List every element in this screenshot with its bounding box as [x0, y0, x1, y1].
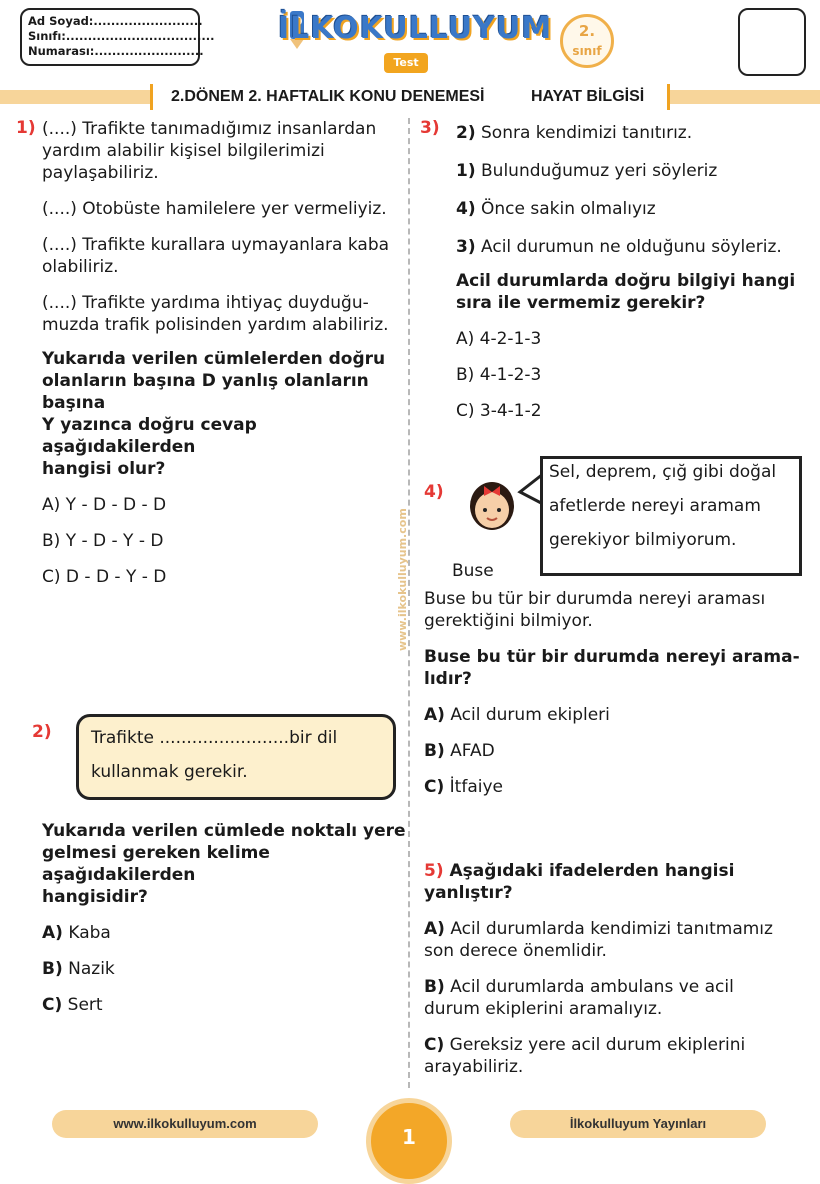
prompt-line: hangisi olur? [42, 459, 166, 479]
statement-line: muzda trafik polisinden yardım alabiliriz. [42, 315, 389, 335]
fill-in-line: Trafikte ........................bir dil [91, 728, 338, 748]
prompt-line: Yukarıda verilen cümlede noktalı yere [42, 821, 406, 841]
option-text: Acil durumlarda kendimizi tanıtmamız [444, 919, 773, 939]
question-number-5: 5) [424, 861, 444, 881]
option-letter: C) [424, 1035, 445, 1055]
statement-line: (....) Trafikte kurallara uymayanlara kaba [42, 235, 390, 255]
question-4-body [424, 588, 808, 798]
fill-in-line: kullanmak gerekir. [91, 762, 248, 782]
prompt-line: olanların başına D yanlış olanların başına [42, 371, 369, 413]
step-text: Bulunduğumuz yeri söyleriz [475, 161, 718, 181]
step-text: Önce sakin olmalıyız [475, 199, 656, 219]
bubble-line: Sel, deprem, çığ gibi doğal [549, 462, 777, 482]
question-1-prompt [42, 348, 412, 480]
class-field[interactable]: Sınıfı:.................................. [28, 29, 215, 43]
question-2-prompt [42, 820, 412, 908]
option-letter: B) [42, 959, 63, 979]
option-c[interactable] [424, 1034, 808, 1078]
statement-line: olabiliriz. [42, 257, 119, 277]
question-5-body [424, 860, 808, 1078]
logo-text: İLKOKULLUYUM [278, 11, 553, 46]
statement-line: paylaşabiliriz. [42, 163, 159, 183]
prompt-line: sıra ile vermemiz gerekir? [456, 293, 706, 313]
footer-publisher: İlkokulluyum Yayınları [510, 1110, 766, 1138]
step-number: 1) [456, 161, 476, 181]
subject-title: HAYAT BİLGİSİ [531, 88, 645, 105]
watermark: www.ilkokulluyum.com [396, 508, 409, 652]
grade-badge [560, 14, 614, 68]
stem-line: Buse bu tür bir durumda nereyi araması [424, 589, 766, 609]
title-bar [150, 84, 670, 110]
name-field[interactable]: Ad Soyad:......................... [28, 14, 203, 28]
option-text: Acil durumlarda ambulans ve acil [444, 977, 734, 997]
statement-line: (....) Otobüste hamilelere yer vermeliyiz. [42, 199, 387, 219]
option-c[interactable] [42, 994, 412, 1016]
character-name: Buse [452, 561, 494, 581]
option-letter: B) [424, 977, 445, 997]
option-text: Nazik [62, 959, 115, 979]
option-text: Gereksiz yere acil durum ekiplerini [444, 1035, 746, 1055]
option-a[interactable] [424, 704, 808, 726]
question-number-2: 2) [32, 722, 52, 742]
exam-title: 2.DÖNEM 2. HAFTALIK KONU DENEMESİ [171, 88, 485, 105]
fill-in-box [76, 714, 396, 800]
question-5-prompt [424, 860, 808, 904]
girl-avatar-icon [464, 476, 520, 534]
bubble-line: afetlerde nereyi aramam [549, 496, 761, 516]
option-c[interactable]: C) 3-4-1-2 [456, 401, 542, 421]
option-letter: B) [424, 741, 445, 761]
option-a[interactable] [424, 918, 808, 962]
page-number: 1 [366, 1098, 452, 1184]
question-number-4: 4) [424, 482, 444, 502]
prompt-line: hangisidir? [42, 887, 148, 907]
grade-number: 2. [578, 22, 596, 40]
step-item [456, 198, 806, 220]
score-box [738, 8, 806, 76]
speech-bubble [540, 456, 802, 576]
option-letter: A) [42, 923, 63, 943]
option-b[interactable] [42, 958, 412, 980]
step-text: Sonra kendimizi tanıtırız. [475, 123, 693, 143]
question-4-prompt [424, 646, 808, 690]
option-letter: C) [42, 995, 63, 1015]
question-number-1: 1) [16, 118, 36, 138]
option-a[interactable]: A) Y - D - D - D [42, 495, 167, 515]
step-item [456, 160, 806, 182]
option-text: İtfaiye [444, 777, 503, 797]
brand-logo [278, 5, 553, 73]
prompt-line: lıdır? [424, 669, 472, 689]
option-b[interactable] [424, 740, 808, 762]
question-3-prompt [456, 270, 806, 314]
option-c[interactable] [424, 776, 808, 798]
prompt-line: gelmesi gereken kelime aşağıdakilerden [42, 843, 270, 885]
bubble-line: gerekiyor bilmiyorum. [549, 530, 737, 550]
step-item [456, 236, 806, 258]
option-letter: A) [424, 705, 445, 725]
option-text: son derece önemlidir. [424, 941, 607, 961]
prompt-line: Yukarıda verilen cümlelerden doğru [42, 349, 386, 369]
option-text: Kaba [62, 923, 111, 943]
option-b[interactable]: B) 4-1-2-3 [456, 365, 542, 385]
option-b[interactable] [424, 976, 808, 1020]
grade-word: sınıf [572, 44, 602, 58]
prompt-text: Aşağıdaki ifadelerden hangisi yanlıştır? [424, 861, 735, 903]
option-a[interactable] [42, 922, 412, 944]
prompt-line: Acil durumlarda doğru bilgiyi hangi [456, 271, 796, 291]
logo-badge: Test [384, 53, 428, 73]
step-number: 4) [456, 199, 476, 219]
question-3-steps [456, 122, 806, 422]
option-a[interactable]: A) 4-2-1-3 [456, 329, 542, 349]
option-letter: C) [424, 777, 445, 797]
step-item [456, 122, 806, 144]
option-text: AFAD [444, 741, 495, 761]
step-number: 3) [456, 237, 476, 257]
option-text: durum ekiplerini aramalıyız. [424, 999, 663, 1019]
number-field[interactable]: Numarası:......................... [28, 44, 204, 58]
option-b[interactable]: B) Y - D - Y - D [42, 531, 164, 551]
option-text: arayabiliriz. [424, 1057, 524, 1077]
option-letter: A) [424, 919, 445, 939]
option-c[interactable]: C) D - D - Y - D [42, 567, 167, 587]
stem-line: gerektiğini bilmiyor. [424, 611, 593, 631]
option-text: Acil durum ekipleri [444, 705, 610, 725]
option-text: Sert [62, 995, 103, 1015]
question-1-statements [42, 118, 412, 588]
footer-website[interactable]: www.ilkokulluyum.com [52, 1110, 318, 1138]
step-number: 2) [456, 123, 476, 143]
statement-line: (....) Trafikte yardıma ihtiyaç duyduğu- [42, 293, 369, 313]
statement-line: (....) Trafikte tanımadığımız insanlardan [42, 119, 377, 139]
student-info-box [20, 8, 215, 66]
prompt-line: Buse bu tür bir durumda nereyi arama- [424, 647, 800, 667]
prompt-line: Y yazınca doğru cevap aşağıdakilerden [42, 415, 257, 457]
step-text: Acil durumun ne olduğunu söyleriz. [475, 237, 782, 257]
statement-line: yardım alabilir kişisel bilgilerimizi [42, 141, 325, 161]
question-2-body [42, 820, 412, 1016]
question-number-3: 3) [420, 118, 440, 138]
